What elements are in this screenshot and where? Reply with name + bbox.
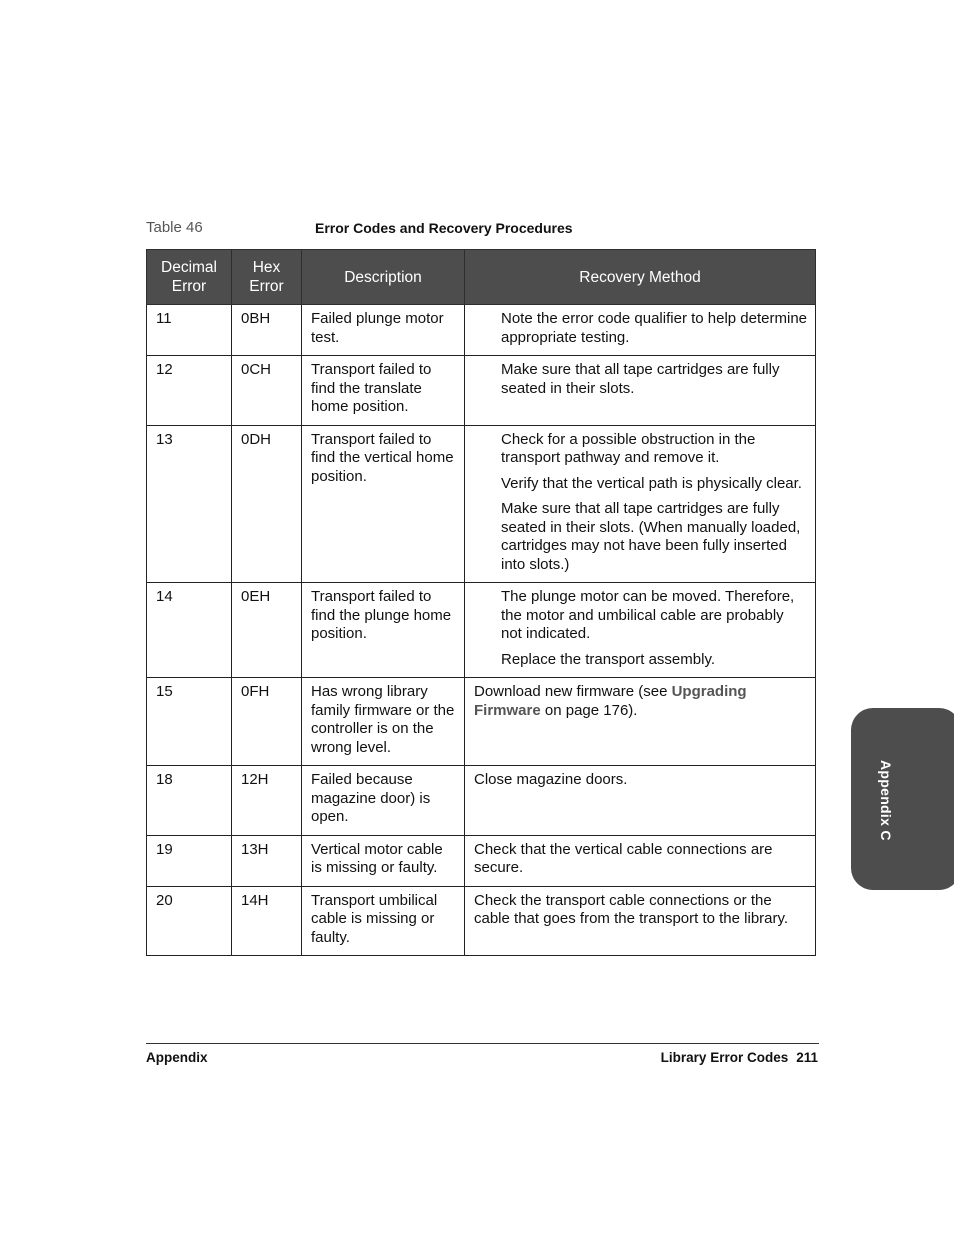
decimal-cell: 12 <box>147 356 232 426</box>
hex-cell: 0DH <box>232 425 302 583</box>
recovery-step: Make sure that all tape cartridges are fully seated in their slots. <box>501 361 780 397</box>
header-decimal-error: Decimal Error <box>147 250 232 305</box>
hex-cell: 12H <box>232 766 302 836</box>
footer-divider <box>146 1043 819 1044</box>
hex-cell: 0CH <box>232 356 302 426</box>
footer-page-info <box>661 1050 818 1065</box>
table-row <box>147 583 816 678</box>
header-recovery-method: Recovery Method <box>465 250 816 305</box>
decimal-cell: 20 <box>147 886 232 956</box>
upgrading-firmware-link[interactable]: Upgrading Firmware <box>474 683 747 719</box>
table-header-row <box>147 250 816 305</box>
recovery-cell <box>465 583 816 678</box>
hex-cell: 0EH <box>232 583 302 678</box>
recovery-step <box>474 683 807 720</box>
description-cell: Transport umbilical cable is missing or faulty. <box>302 886 465 956</box>
side-tab-label: Appendix C <box>878 760 894 841</box>
decimal-cell: 18 <box>147 766 232 836</box>
recovery-text-prefix: Download new firmware (see <box>474 683 672 700</box>
recovery-step: Make sure that all tape cartridges are fully seated in their slots. (When manually loaded, cartridges may not have been fully inserted into slots.) <box>501 500 801 573</box>
header-description: Description <box>302 250 465 305</box>
decimal-cell: 14 <box>147 583 232 678</box>
decimal-cell: 11 <box>147 305 232 356</box>
hex-cell: 0FH <box>232 678 302 766</box>
table-row <box>147 835 816 886</box>
table-row <box>147 678 816 766</box>
decimal-cell: 15 <box>147 678 232 766</box>
error-codes-table <box>146 249 816 956</box>
recovery-cell <box>465 356 816 426</box>
recovery-cell <box>465 678 816 766</box>
footer-chapter-title: Library Error Codes <box>660 1050 789 1065</box>
recovery-cell <box>465 766 816 836</box>
description-cell: Has wrong library family firmware or the controller is on the wrong level. <box>302 678 465 766</box>
table-row <box>147 425 816 583</box>
recovery-cell <box>465 886 816 956</box>
decimal-cell: 19 <box>147 835 232 886</box>
description-cell: Failed plunge motor test. <box>302 305 465 356</box>
page-number: 211 <box>796 1050 818 1065</box>
table-title: Error Codes and Recovery Procedures <box>315 220 573 236</box>
description-cell: Transport failed to find the vertical home position. <box>302 425 465 583</box>
decimal-cell: 13 <box>147 425 232 583</box>
description-cell: Vertical motor cable is missing or faulty. <box>302 835 465 886</box>
hex-cell: 0BH <box>232 305 302 356</box>
footer-section-label: Appendix <box>146 1050 208 1065</box>
hex-cell: 13H <box>232 835 302 886</box>
recovery-step: The plunge motor can be moved. Therefore, the motor and umbilical cable are probably not indicated. <box>501 588 795 642</box>
recovery-cell <box>465 835 816 886</box>
description-cell: Transport failed to find the translate home position. <box>302 356 465 426</box>
recovery-cell <box>465 305 816 356</box>
table-row <box>147 886 816 956</box>
recovery-step: Replace the transport assembly. <box>501 650 715 668</box>
table-number: Table 46 <box>146 219 203 236</box>
description-cell: Transport failed to find the plunge home position. <box>302 583 465 678</box>
table-row <box>147 356 816 426</box>
hex-cell: 14H <box>232 886 302 956</box>
table-row <box>147 305 816 356</box>
table-caption <box>146 219 816 239</box>
recovery-step: Close magazine doors. <box>474 771 628 788</box>
table-row <box>147 766 816 836</box>
recovery-step: Verify that the vertical path is physically clear. <box>501 474 802 492</box>
header-hex-error: Hex Error <box>232 250 302 305</box>
recovery-step: Check for a possible obstruction in the transport pathway and remove it. <box>501 430 756 466</box>
recovery-cell <box>465 425 816 583</box>
recovery-text-suffix: on page 176). <box>540 701 638 719</box>
recovery-step: Check the transport cable connections or the cable that goes from the transport to the library. <box>474 891 789 927</box>
appendix-side-tab <box>851 708 954 890</box>
recovery-step: Note the error code qualifier to help determine appropriate testing. <box>501 310 808 346</box>
recovery-step: Check that the vertical cable connections are secure. <box>474 840 773 876</box>
description-cell: Failed because magazine door) is open. <box>302 766 465 836</box>
